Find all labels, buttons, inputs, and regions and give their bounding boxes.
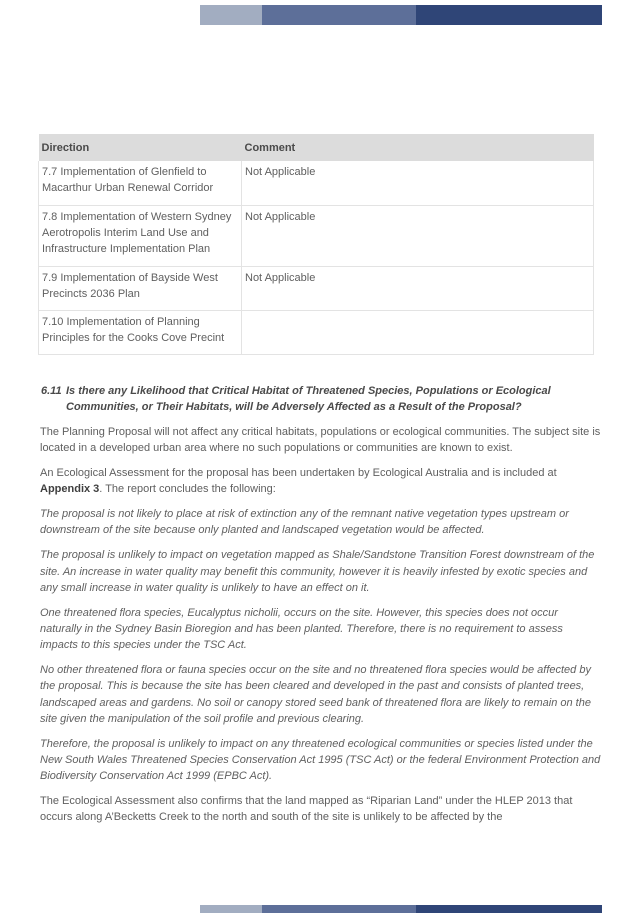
paragraph: The Planning Proposal will not affect any critical habitats, populations or ecological communities. The subject site is located in a developed urban area where no such populations or communities are known to exist. bbox=[40, 426, 601, 455]
directions-table bbox=[38, 134, 594, 355]
section-title-line-1: Is there any Likelihood that Critical Habitat of Threatened Species, Populations or Ecological bbox=[66, 385, 551, 397]
table-row bbox=[39, 266, 594, 310]
header-decorative-bar bbox=[200, 5, 602, 25]
comment-cell: Not Applicable bbox=[242, 161, 594, 205]
quoted-paragraph: The proposal is unlikely to impact on vegetation mapped as Shale/Sandstone Transition Forest downstream of the site. An increase in water quality may benefit this community, however it is heavily infested by exotic species and any small increase in water quality is unlikely to have an effect on it. bbox=[40, 549, 595, 594]
bar-segment-light bbox=[200, 905, 262, 913]
direction-cell: 7.7 Implementation of Glenfield to Macarthur Urban Renewal Corridor bbox=[39, 161, 242, 205]
column-header-comment: Comment bbox=[242, 134, 594, 161]
body-text bbox=[40, 424, 602, 834]
table-row bbox=[39, 310, 594, 354]
paragraph-text: . The report concludes the following: bbox=[99, 483, 276, 496]
section-heading bbox=[41, 383, 601, 415]
table-header-row bbox=[39, 134, 594, 161]
bar-segment-medium bbox=[262, 5, 416, 25]
table-row bbox=[39, 161, 594, 205]
comment-cell: Not Applicable bbox=[242, 205, 594, 266]
quoted-paragraph: The proposal is not likely to place at risk of extinction any of the remnant native vegetation types upstream or downstream of the site because only planted and landscaped vegetation would be affected. bbox=[40, 508, 569, 537]
paragraph-text: An Ecological Assessment for the proposal has been undertaken by Ecological Australia and is included at bbox=[40, 467, 557, 480]
bar-segment-light bbox=[200, 5, 262, 25]
section-title-line-2: Communities, or Their Habitats, will be Adversely Affected as a Result of the Proposal? bbox=[66, 401, 522, 413]
direction-cell: 7.9 Implementation of Bayside West Precincts 2036 Plan bbox=[39, 266, 242, 310]
quoted-paragraph: No other threatened flora or fauna species occur on the site and no threatened flora species would be affected by the proposal. This is because the site has been cleared and developed in the past and consists of planted trees, landscaped areas and gardens. No soil or canopy stored seed bank of threatened flora are likely to remain on the site given the manipulation of the soil profile and previous clearing. bbox=[40, 664, 591, 725]
direction-cell: 7.8 Implementation of Western Sydney Aerotropolis Interim Land Use and Infrastructure Implementation Plan bbox=[39, 205, 242, 266]
bar-segment-medium bbox=[262, 905, 416, 913]
footer-decorative-bar bbox=[200, 905, 602, 913]
paragraph: The Ecological Assessment also confirms that the land mapped as “Riparian Land” under the HLEP 2013 that occurs along A’Becketts Creek to the north and south of the site is unlikely to be affected by the bbox=[40, 795, 573, 824]
appendix-reference: Appendix 3 bbox=[40, 483, 100, 496]
paragraph bbox=[40, 465, 602, 498]
quoted-paragraph: Therefore, the proposal is unlikely to impact on any threatened ecological communities or species listed under the New South Wales Threatened Species Conservation Act 1995 (TSC Act) or the federal Environment Protection and Biodiversity Conservation Act 1999 (EPBC Act). bbox=[40, 737, 601, 783]
table-row bbox=[39, 205, 594, 266]
comment-cell: Not Applicable bbox=[242, 266, 594, 310]
quoted-paragraph: One threatened flora species, Eucalyptus nicholii, occurs on the site. However, this species does not occur naturally in the Sydney Basin Bioregion and has been planted. Therefore, there is no requirement to assess impacts to this species under the TSC Act. bbox=[40, 606, 563, 652]
comment-cell bbox=[242, 310, 594, 354]
section-number: 6.11 bbox=[41, 385, 62, 397]
direction-cell: 7.10 Implementation of Planning Principles for the Cooks Cove Precint bbox=[39, 310, 242, 354]
column-header-direction: Direction bbox=[39, 134, 242, 161]
bar-segment-dark bbox=[416, 905, 602, 913]
bar-segment-dark bbox=[416, 5, 602, 25]
